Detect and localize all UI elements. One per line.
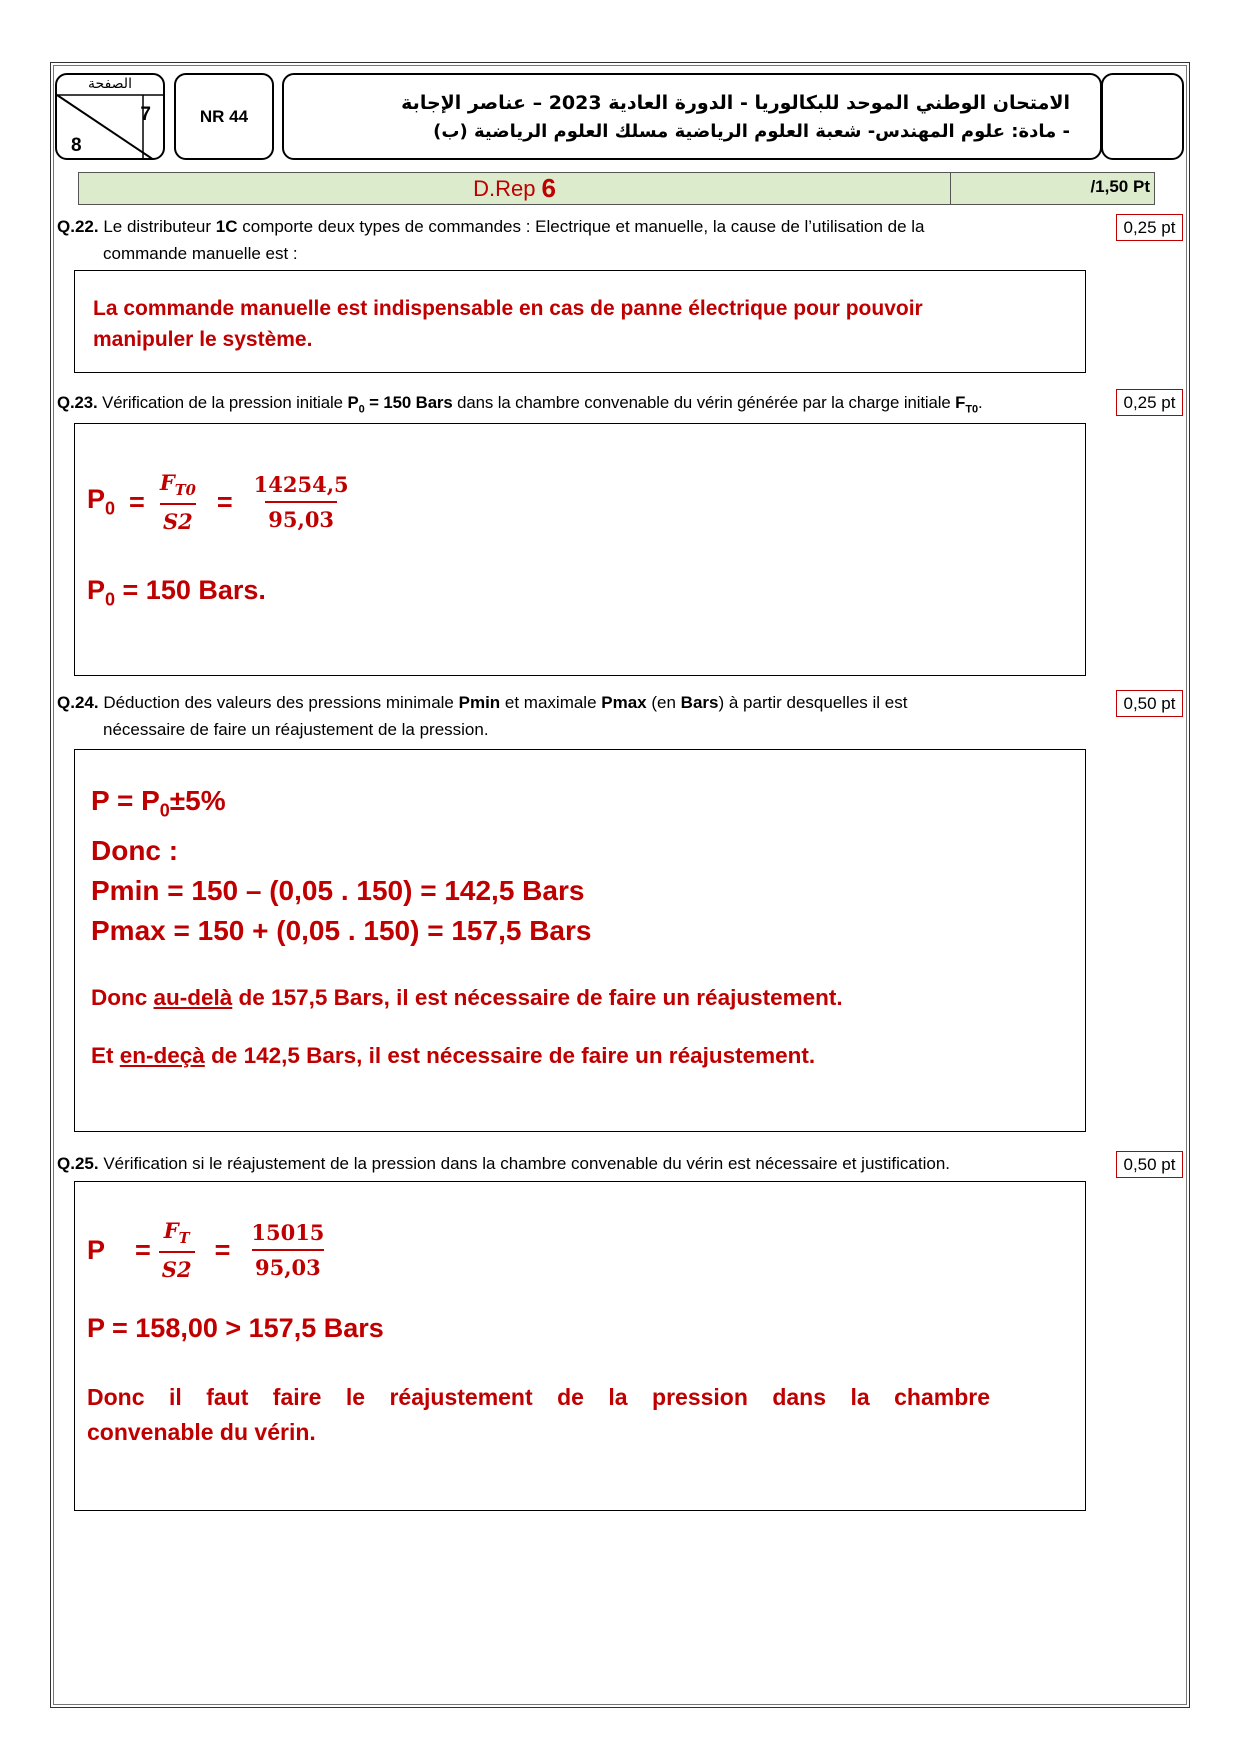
section-title <box>79 173 950 204</box>
formula-p0 <box>87 470 352 534</box>
result-p: P = 158,00 > 157,5 Bars <box>87 1313 384 1343</box>
question-bold: $F_{T0}$ <box>955 393 978 416</box>
exam-title-box <box>282 73 1102 160</box>
section-number: 6 <box>541 173 556 203</box>
page-number-box <box>55 73 165 160</box>
question-number: Q.23. <box>57 393 98 412</box>
question-bold: 1C <box>215 217 238 236</box>
section-score: /1,50 Pt <box>1090 177 1150 196</box>
points-badge: 0,25 pt <box>1116 214 1183 241</box>
exam-title-line2: - مادة: علوم المهندس- شعبة العلوم الرياضية مسلك العلوم الرياضية (ب) <box>433 121 1070 142</box>
answer-box-22 <box>74 270 1086 373</box>
formula-fraction-numeric: $\frac{14254,5}{95,03}$ <box>253 472 349 533</box>
question-text: et maximale <box>500 693 602 712</box>
question-23 <box>57 389 1117 423</box>
question-text: Vérification si le réajustement de la pression dans la chambre convenable du vérin est nécessaire et justification. <box>98 1154 950 1173</box>
formula-fraction-symbolic: $\frac{F_{T0}}{S2}$ <box>159 470 196 535</box>
section-title-text: D.Rep <box>473 175 536 201</box>
answer-box-23 <box>74 423 1086 676</box>
question-bold: Pmin <box>458 693 501 712</box>
question-text-cont: commande manuelle est : <box>103 244 298 263</box>
answer-line: Donc : <box>91 834 179 866</box>
formula-fraction-numeric: $\frac{15015}{95,03}$ <box>251 1220 325 1281</box>
question-text: Vérification de la pression initiale <box>97 393 348 412</box>
question-number: Q.24. <box>57 693 99 712</box>
section-bar <box>78 172 1155 205</box>
question-text: . <box>977 393 983 412</box>
exam-code-box <box>174 73 274 160</box>
points-badge: 0,50 pt <box>1116 1151 1183 1178</box>
result-p0: $P_0 = 150$ Bars. <box>87 575 266 610</box>
formula-equals: = <box>214 1234 231 1265</box>
formula-fraction-symbolic: $\frac{F_T}{S2}$ <box>159 1218 195 1282</box>
pmax-result: Pmax = 150 + (0,05 . 150) = 157,5 Bars <box>91 914 592 946</box>
formula-equals: = <box>135 1234 151 1265</box>
conclusion-line: convenable du vérin. <box>87 1419 316 1445</box>
answer-line: La commande manuelle est indispensable en cas de panne électrique pour pouvoir <box>93 297 923 320</box>
question-text: (en <box>646 693 681 712</box>
question-bold: Pmax <box>601 693 647 712</box>
formula-equals: = <box>129 486 145 517</box>
question-text: Déduction des valeurs des pressions minimale <box>98 693 459 712</box>
exam-code: NR 44 <box>199 106 249 126</box>
formula-equals: = <box>216 486 233 517</box>
page-label: الصفحة <box>88 76 132 92</box>
question-25 <box>57 1150 1117 1177</box>
answer-box-24 <box>74 749 1086 1132</box>
points-badge: 0,50 pt <box>1116 690 1183 717</box>
exam-title-line1: الامتحان الوطني الموحد للبكالوريا - الدورة العادية 2023 – عناصر الإجابة <box>401 92 1070 114</box>
question-number: Q.22. <box>57 217 99 236</box>
formula-lhs: P <box>87 1234 106 1265</box>
question-text: comporte deux types de commandes : Electrique et manuelle, la cause de l’utilisation de la <box>237 217 925 236</box>
question-text: ) à partir desquelles il est <box>718 693 908 712</box>
question-text: dans la chambre convenable du vérin générée par la charge initiale <box>452 393 956 412</box>
conclusion-line: Donc il faut faire le réajustement de la pression dans la chambre <box>87 1384 990 1410</box>
question-bold: Bars <box>680 693 719 712</box>
formula-lhs: $P_0$ <box>87 484 116 519</box>
tolerance-formula: $P = P_0\pm 5\%$ <box>91 785 226 821</box>
answer-line: Et en-deçà de 142,5 Bars, il est nécessaire de faire un réajustement. <box>91 1042 816 1068</box>
question-number: Q.25. <box>57 1154 99 1173</box>
points-badge: 0,25 pt <box>1116 389 1183 416</box>
empty-header-box <box>1101 73 1184 160</box>
section-bar-divider <box>950 173 951 204</box>
page-total: 8 <box>71 135 82 156</box>
conclusion <box>87 1380 990 1450</box>
question-22 <box>57 213 1117 267</box>
question-text-cont: nécessaire de faire un réajustement de la pression. <box>103 720 489 739</box>
question-24 <box>57 689 1117 743</box>
question-bold: $P_0 = 150$ Bars <box>347 393 453 416</box>
pmin-result: Pmin = 150 – (0,05 . 150) = 142,5 Bars <box>91 874 585 906</box>
answer-box-25 <box>74 1181 1086 1511</box>
question-text: Le distributeur <box>98 217 216 236</box>
answer-line: Donc au-delà de 157,5 Bars, il est nécessaire de faire un réajustement. <box>91 984 843 1010</box>
formula-p <box>87 1218 327 1282</box>
answer-line: manipuler le système. <box>93 328 313 351</box>
page-current: 7 <box>140 104 151 125</box>
